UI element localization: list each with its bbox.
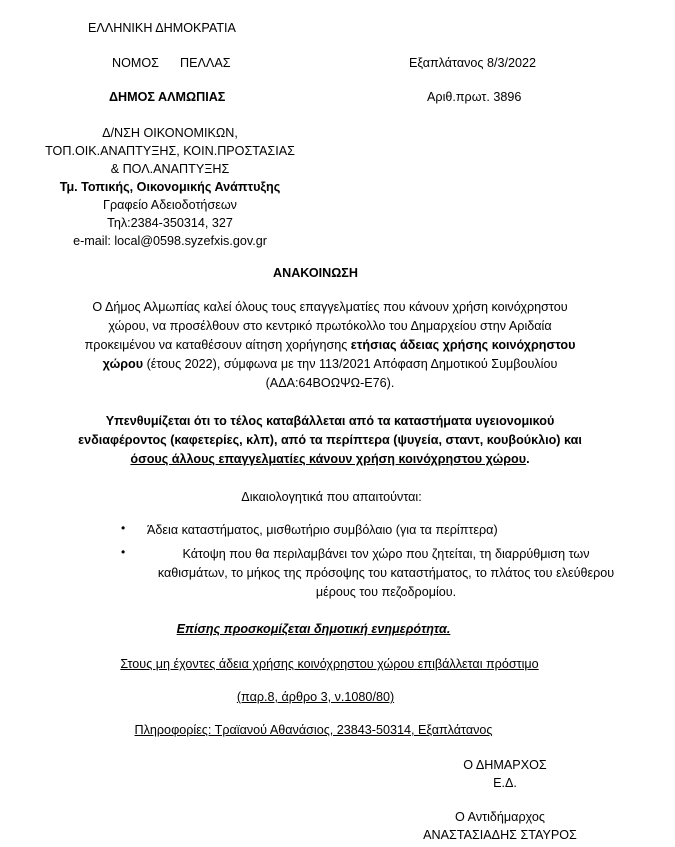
bullet-dot-1: • bbox=[121, 521, 126, 535]
info-contact: Πληροφορίες: Τραϊανού Αθανάσιος, 23843-50314, Εξαπλάτανος bbox=[134, 723, 493, 737]
bullet-2-line-1: Κάτοψη που θα περιλαμβάνει τον χώρο που ζητείται, τη διαρρύθμιση των bbox=[182, 547, 590, 561]
deputy-name: ΑΝΑΣΤΑΣΙΑΔΗΣ ΣΤΑΥΡΟΣ bbox=[423, 828, 577, 842]
signature-deputy bbox=[400, 808, 600, 844]
bullet-2-line-2: καθισμάτων, το μήκος της πρόσοψης του καταστήματος, το πλάτος του ελεύθερου bbox=[157, 566, 615, 580]
deputy-title: Ο Αντιδήμαρχος bbox=[455, 810, 545, 824]
p1-line-3: προκειμένου να καταθέσουν αίτηση χορήγησης ετήσιας άδειας χρήσης κοινόχρηστου bbox=[84, 338, 576, 352]
protocol-number: Αριθ.πρωτ. 3896 bbox=[427, 90, 522, 104]
dept-line-1: Δ/ΝΣΗ ΟΙΚΟΝΟΜΙΚΩΝ, bbox=[102, 126, 238, 140]
republic-label: ΕΛΛΗΝΙΚΗ ΔΗΜΟΚΡΑΤΙΑ bbox=[88, 21, 236, 35]
dept-line-2: ΤΟΠ.ΟΙΚ.ΑΝΑΠΤΥΞΗΣ, ΚΟΙΝ.ΠΡΟΣΤΑΣΙΑΣ bbox=[45, 144, 295, 158]
p1-line-2: χώρου, να προσέλθουν στο κεντρικό πρωτόκολλο του Δημαρχείου στην Αριδαία bbox=[108, 319, 552, 333]
place-date: Εξαπλάτανος 8/3/2022 bbox=[409, 56, 537, 70]
office-name: Γραφείο Αδειοδοτήσεων bbox=[103, 198, 237, 212]
phone: Τηλ:2384-350314, 327 bbox=[107, 216, 233, 230]
bullet-dot-2: • bbox=[121, 545, 126, 559]
bullet-item-2 bbox=[136, 545, 636, 602]
mayor-ed: Ε.Δ. bbox=[493, 776, 517, 790]
dept-line-3: & ΠΟΛ.ΑΝΑΠΤΥΞΗΣ bbox=[110, 162, 230, 176]
docs-heading: Δικαιολογητικά που απαιτούνται: bbox=[241, 490, 422, 504]
email: e-mail: local@0598.syzefxis.gov.gr bbox=[73, 234, 267, 248]
p1-line-1: Ο Δήμος Αλμωπίας καλεί όλους τους επαγγελματίες που κάνουν χρήση κοινόχρηστου bbox=[92, 300, 568, 314]
fine-notice: Στους μη έχοντες άδεια χρήσης κοινόχρηστου χώρου επιβάλλεται πρόστιμο bbox=[120, 657, 539, 671]
announcement-title: ΑΝΑΚΟΙΝΩΣΗ bbox=[273, 266, 358, 280]
mayor-title: Ο ΔΗΜΑΡΧΟΣ bbox=[463, 758, 547, 772]
law-reference: (παρ.8, άρθρο 3, ν.1080/80) bbox=[236, 690, 395, 704]
bullet-2-line-3: μέρους του πεζοδρομίου. bbox=[315, 585, 457, 599]
p2-line-3: όσους άλλους επαγγελματίες κάνουν χρήση κοινόχρηστου χώρου. bbox=[130, 452, 530, 466]
p1-line-4: χώρου (έτους 2022), σύμφωνα με την 113/2021 Απόφαση Δημοτικού Συμβουλίου bbox=[102, 357, 558, 371]
signature-mayor bbox=[440, 756, 570, 792]
department-block bbox=[20, 124, 320, 250]
paragraph-reminder bbox=[10, 412, 650, 469]
municipality-name: ΔΗΜΟΣ ΑΛΜΩΠΙΑΣ bbox=[109, 90, 226, 104]
p2-line-1: Υπενθυμίζεται ότι το τέλος καταβάλλεται από τα καταστήματα υγειονομικού bbox=[105, 414, 555, 428]
also-required: Επίσης προσκομίζεται δημοτική ενημερότητα. bbox=[176, 622, 451, 636]
p2-line-2: ενδιαφέροντος (καφετερίες, κλπ), από τα περίπτερα (ψυγεία, σταντ, κουβούκλιο) και bbox=[78, 433, 582, 447]
section-name: Τμ. Τοπικής, Οικονομικής Ανάπτυξης bbox=[59, 180, 281, 194]
prefecture-label: ΝΟΜΟΣ bbox=[112, 56, 159, 70]
bullet-item-1: Άδεια καταστήματος, μισθωτήριο συμβόλαιο (για τα περίπτερα) bbox=[147, 523, 498, 537]
paragraph-invitation bbox=[20, 298, 640, 393]
p1-line-5: (ΑΔΑ:64ΒΟΩΨΩ-Ε76). bbox=[265, 376, 395, 390]
prefecture-name: ΠΕΛΛΑΣ bbox=[180, 56, 231, 70]
